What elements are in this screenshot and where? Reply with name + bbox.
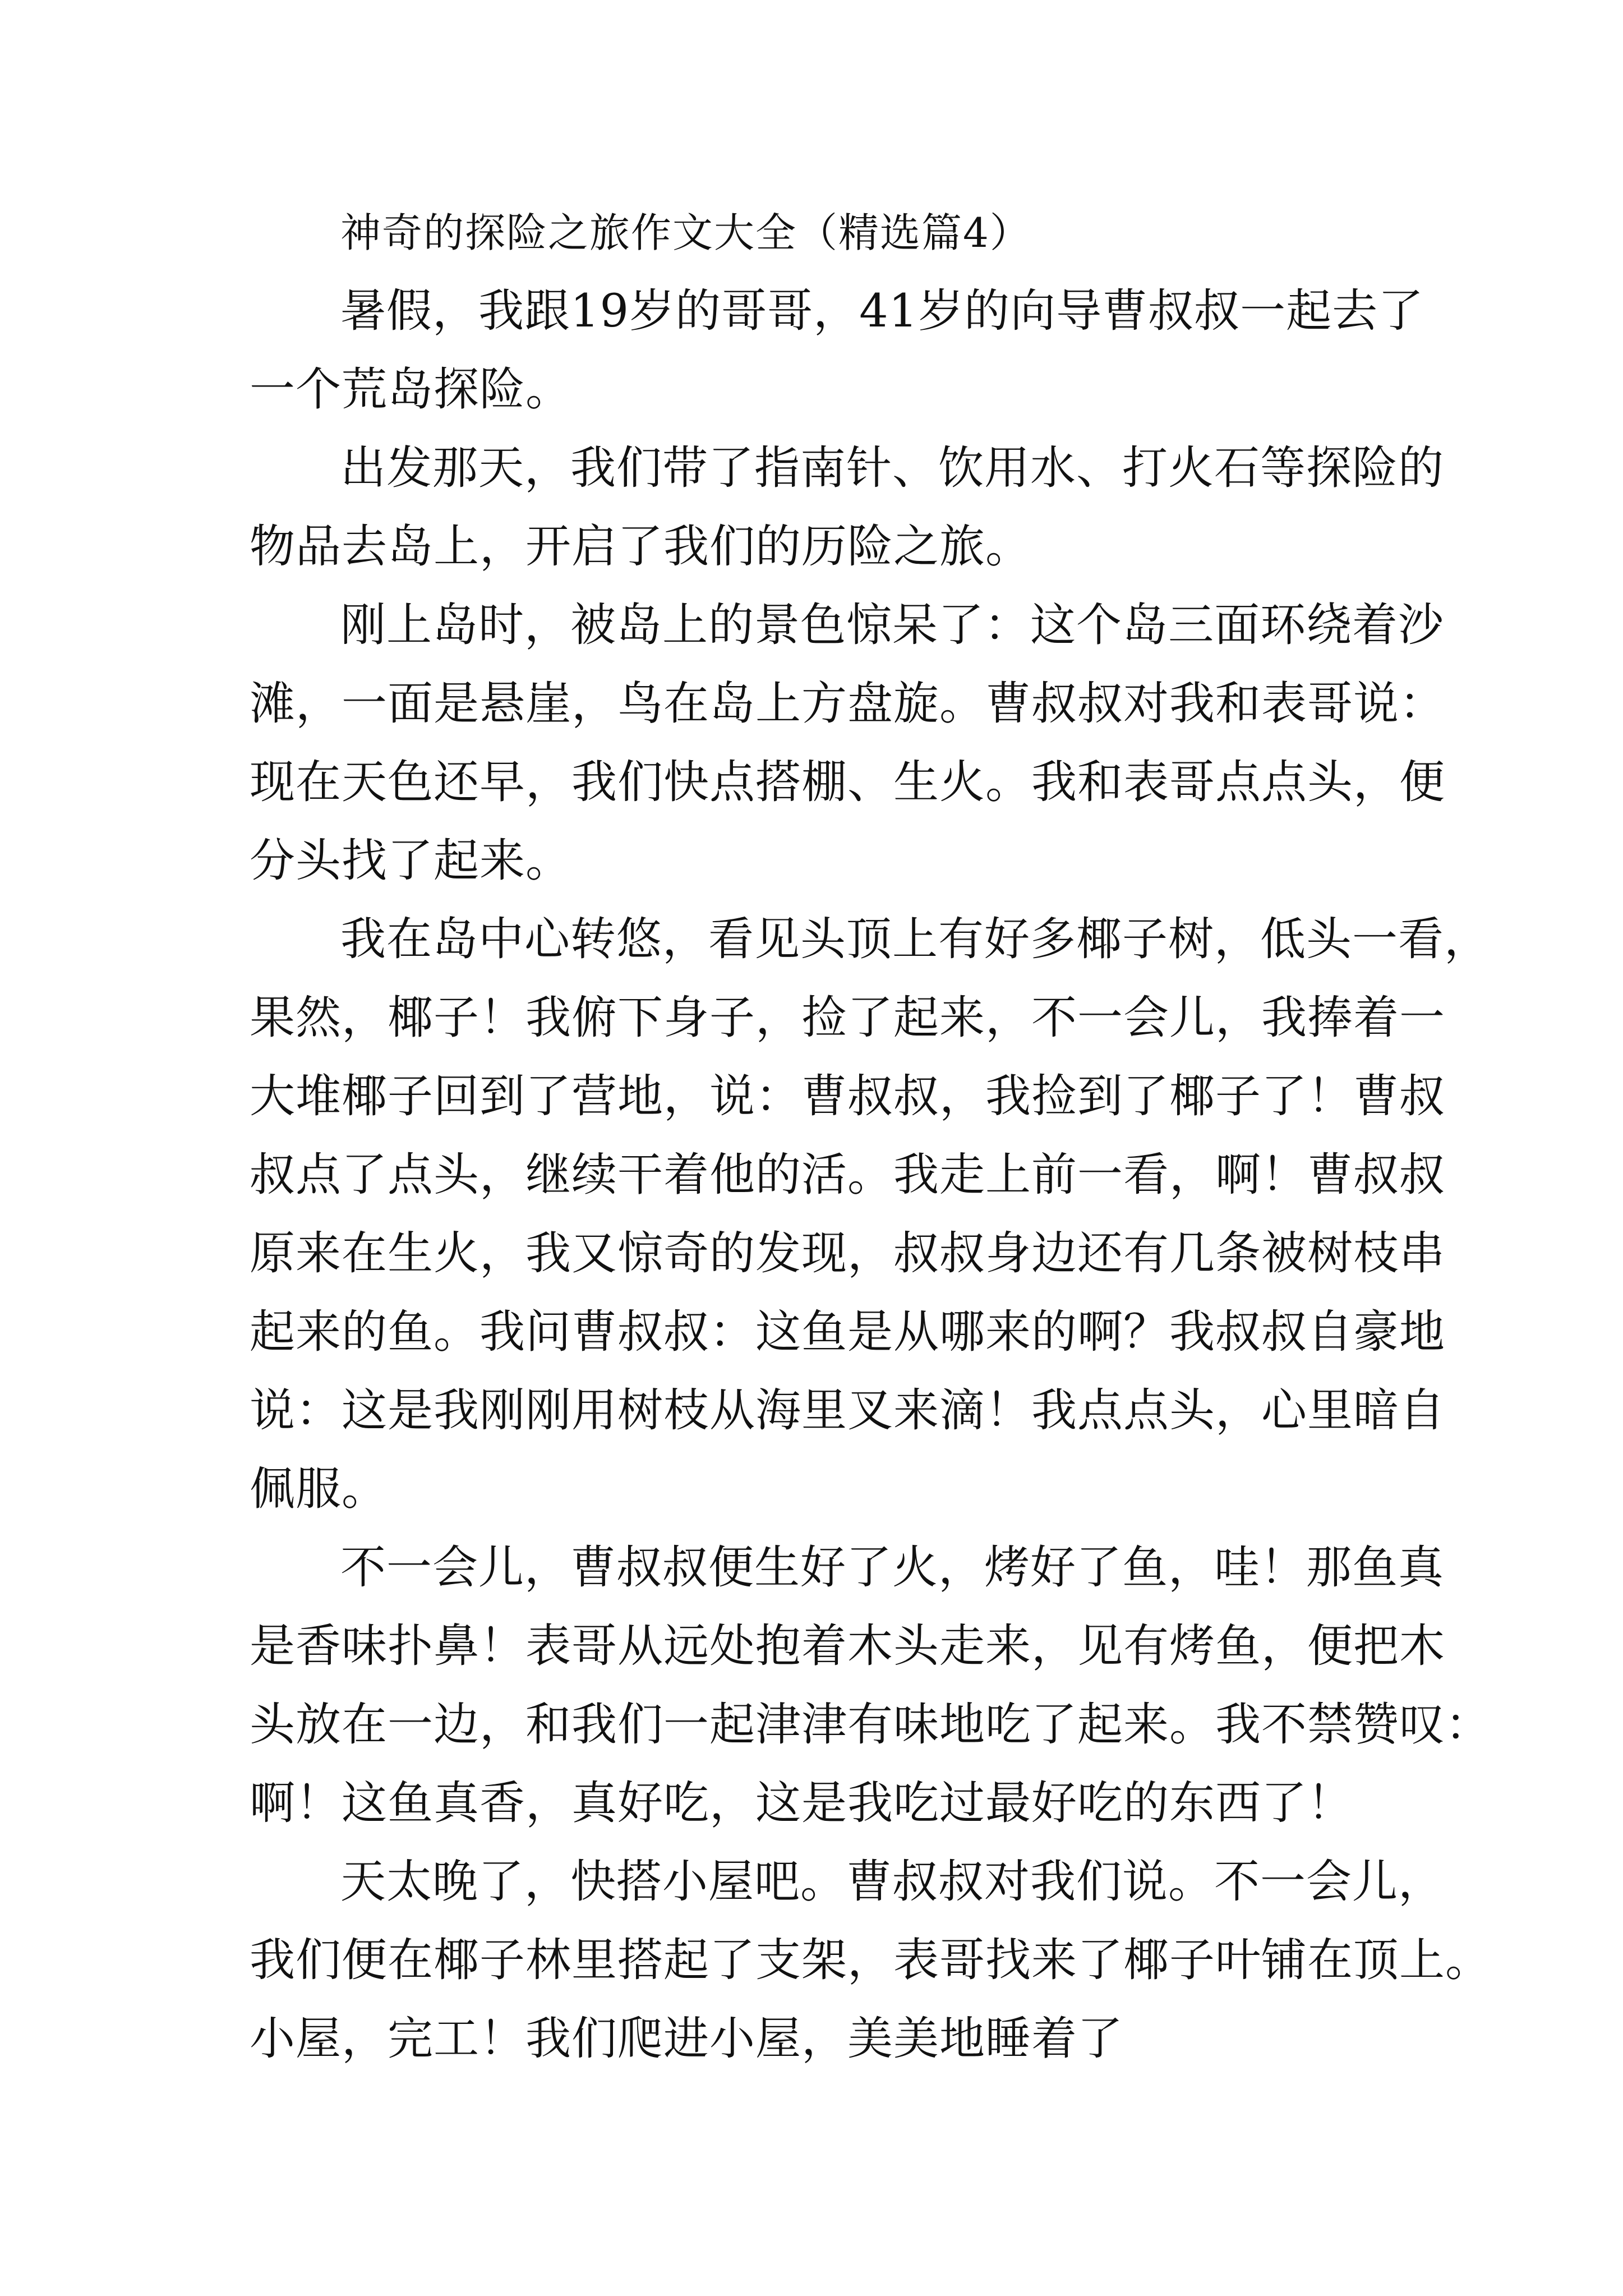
text-line: 刚上岛时，被岛上的景色惊呆了：这个岛三面环绕着沙	[340, 599, 1445, 652]
paragraph-3	[250, 586, 1446, 900]
text-line: 物品去岛上，开启了我们的历险之旅。	[250, 521, 1032, 573]
text-line: 原来在生火，我又惊奇的发现，叔叔身边还有几条被树枝串	[250, 1227, 1446, 1280]
text-line: 一个荒岛探险。	[250, 364, 572, 416]
text-line: 大堆椰子回到了营地，说：曹叔叔，我捡到了椰子了！曹叔	[250, 1070, 1446, 1123]
text-line: 果然，椰子！我俯下身子，捡了起来，不一会儿，我捧着一	[250, 992, 1446, 1045]
text-line: 我在岛中心转悠，看见头顶上有好多椰子树，低头一看，	[340, 913, 1491, 966]
text-line: 头放在一边，和我们一起津津有味地吃了起来。我不禁赞叹：	[250, 1699, 1492, 1751]
text-line: 我们便在椰子林里搭起了支架，表哥找来了椰子叶铺在顶上。	[250, 1934, 1492, 1987]
text-line: 起来的鱼。我问曹叔叔：这鱼是从哪来的啊？我叔叔自豪地	[250, 1306, 1446, 1359]
text-line: 分头找了起来。	[250, 835, 572, 887]
paragraph-5	[250, 1529, 1492, 1843]
text-line: 说：这是我刚刚用树枝从海里叉来滴！我点点头，心里暗自	[250, 1384, 1446, 1437]
text-line: 现在天色还早，我们快点搭棚、生火。我和表哥点点头，便	[250, 756, 1446, 809]
paragraph-4	[250, 900, 1491, 1529]
document-body	[250, 194, 1492, 2078]
text-line: 不一会儿，曹叔叔便生好了火，烤好了鱼，哇！那鱼真	[340, 1542, 1445, 1594]
text-line: 佩服。	[250, 1463, 388, 1516]
paragraph-6	[250, 1843, 1492, 2078]
paragraph-1	[250, 272, 1424, 429]
text-line: 暑假，我跟19岁的哥哥，41岁的向导曹叔叔一起去了	[340, 285, 1424, 338]
paragraph-2	[250, 429, 1445, 586]
document-title: 神奇的探险之旅作文大全（精选篇4）	[340, 209, 1031, 256]
text-line: 小屋，完工！我们爬进小屋，美美地睡着了	[250, 2013, 1124, 2065]
text-line: 出发那天，我们带了指南针、饮用水、打火石等探险的	[340, 442, 1445, 495]
text-line: 天太晚了，快搭小屋吧。曹叔叔对我们说。不一会儿，	[340, 1856, 1445, 1908]
text-line: 啊！这鱼真香，真好吃，这是我吃过最好吃的东西了！	[250, 1777, 1354, 1830]
text-line: 叔点了点头，继续干着他的活。我走上前一看，啊！曹叔叔	[250, 1149, 1446, 1202]
text-line: 是香味扑鼻！表哥从远处抱着木头走来，见有烤鱼，便把木	[250, 1620, 1446, 1673]
text-line: 滩，一面是悬崖，鸟在岛上方盘旋。曹叔叔对我和表哥说：	[250, 678, 1446, 730]
